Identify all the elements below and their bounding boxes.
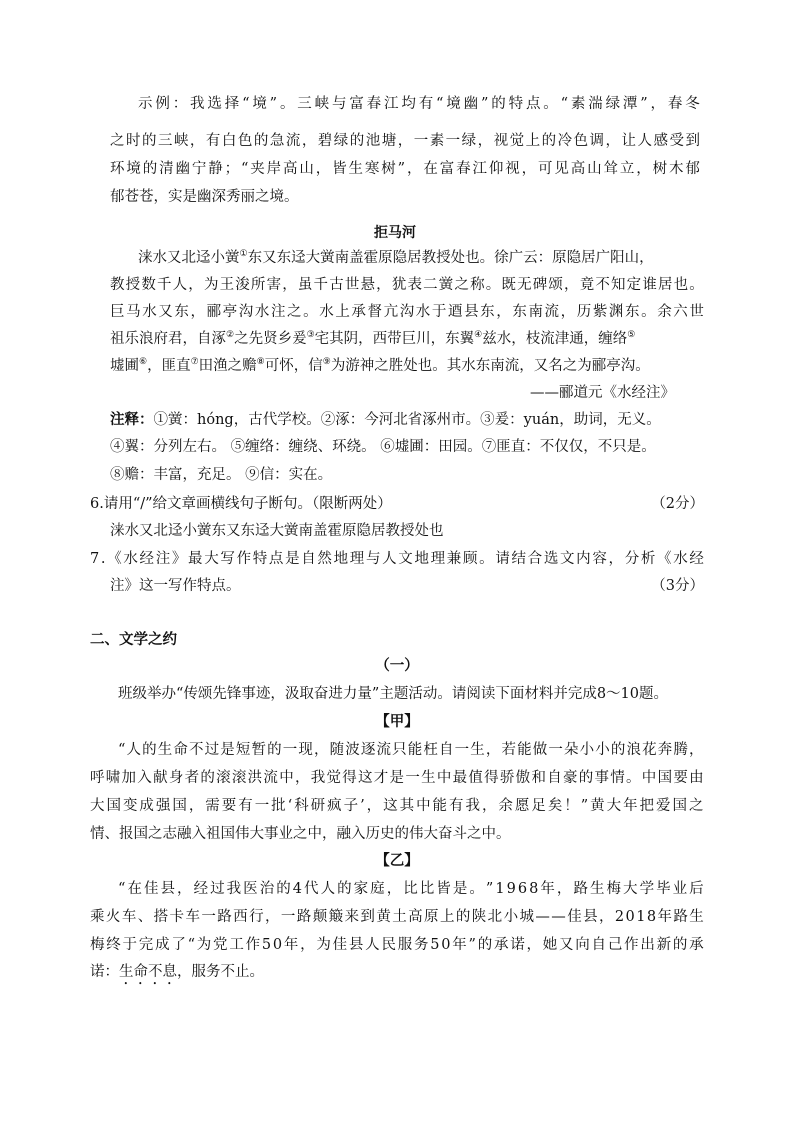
yi-line-3: 梅 终 于 完 成 了 “ 为 党 工 作 5 0 年 ， 为 佳 县 人 民 服 务 5 0 年 ” 的 承 诺 ， 她 又 向 自 己 作 出 新 的 承 bbox=[90, 937, 704, 953]
yi-line-1: “ 在 佳 县 ， 经 过 我 医 治 的 4 代 人 的 家 庭 ， 比 比 皆 是 。 ” 1 9 6 8 年 ， 路 生 梅 大 学 毕 业 后 bbox=[118, 881, 704, 897]
question-7-line-2: 注》这一写作特点。 （3分） bbox=[110, 578, 704, 594]
example-line-3: 环 境 的 清 幽 宁 静 ； “ 夹 岸 高 山 ， 皆 生 寒 树 ” ， 在 富 春 江 仰 视 ， 可 见 高 山 耸 立 ， 树 木 郁 bbox=[110, 161, 700, 177]
section-2-intro: 班级举办“传颂先锋事迹，汲取奋进力量”主题活动。请阅读下面材料并完成8～10题。 bbox=[118, 686, 668, 702]
passage-line-4: 祖乐浪府君，自涿②之先贤乡爰③宅其阴，西带巨川，东翼④兹水，枝流津通，缠络⑤ bbox=[110, 330, 636, 347]
note-ref-6: ⑥ bbox=[139, 357, 148, 368]
material-yi-label: 【乙】 bbox=[375, 853, 419, 869]
question-6-sentence: 涞水又北迳小黉东又东迳大黉南盖霍原隐居教授处也 bbox=[110, 523, 444, 539]
jia-line-3: 大 国 变 成 强 国 ， 需 要 有 一 批 ‘ 科 研 疯 子 ’ ， 这 其 中 能 有 我 ， 余 愿 足 矣 ！ ” 黄 大 年 把 爱 国 之 bbox=[90, 798, 704, 814]
material-jia-label: 【甲】 bbox=[375, 714, 419, 730]
note-ref-5: ⑤ bbox=[627, 330, 636, 341]
question-7-score: （3分） bbox=[651, 578, 704, 594]
note-ref-7: ⑦ bbox=[190, 357, 199, 368]
passage-line-2: 教 授 数 千 人 ， 为 王 浚 所 害 ， 虽 千 古 世 悬 ， 犹 表 二 黉 之 称 。 既 无 碑 颂 ， 竟 不 知 定 谁 居 也 。 bbox=[110, 277, 704, 293]
section-2-heading: 二、文学之约 bbox=[90, 632, 177, 648]
question-7-line-1: 7 . 《 水 经 注 》 最 大 写 作 特 点 是 自 然 地 理 与 人 文 地 理 兼 顾 。 请 结 合 选 文 内 容 ， 分 析 《 水 经 bbox=[90, 551, 704, 567]
notes-line-1: 注释：①黉：hóng，古代学校。②涿：今河北省涿州市。③爰：yuán，助词，无义。 bbox=[110, 412, 661, 428]
emphasized-phrase: 生命不息 bbox=[119, 964, 177, 980]
notes-line-3: ⑧赡：丰富，充足。 ⑨信：实在。 bbox=[110, 467, 333, 483]
yi-line-4: 诺：生命不息，服务不止。 bbox=[90, 964, 264, 980]
passage-line-1: 涞水又北迳小黉①东又东迳大黉南盖霍原隐居教授处也。徐广云：原隐居广阳山， bbox=[138, 249, 654, 266]
question-6: 6.请用“/”给文章画横线句子断句。（限断两处） （2分） bbox=[90, 496, 704, 512]
notes-line-2: ④翼：分列左右。 ⑤缠络：缠绕、环绕。 ⑥墟圃：田园。⑦匪直：不仅仅，不只是。 bbox=[110, 439, 656, 455]
passage-title: 拒马河 bbox=[374, 225, 416, 241]
note-ref-3: ③ bbox=[306, 330, 315, 341]
note-ref-1: ① bbox=[239, 249, 248, 260]
jia-line-2: 呼 啸 加 入 献 身 者 的 滚 滚 洪 流 中 ， 我 觉 得 这 才 是 一 生 中 最 值 得 骄 傲 和 自 豪 的 事 情 。 中 国 要 由 bbox=[90, 770, 704, 786]
example-line-2: 之 时 的 三 峡 ， 有 白 色 的 急 流 ， 碧 绿 的 池 塘 ， 一 素 一 绿 ， 视 觉 上 的 冷 色 调 ， 让 人 感 受 到 bbox=[110, 133, 700, 149]
note-ref-2: ② bbox=[226, 330, 235, 341]
notes-label: 注释： bbox=[110, 412, 154, 428]
note-ref-9: ⑨ bbox=[322, 357, 331, 368]
question-6-score: （2分） bbox=[651, 496, 704, 512]
jia-line-4: 情、报国之志融入祖国伟大事业之中，融入历史的伟大奋斗之中。 bbox=[90, 826, 511, 842]
passage-line-5: 墟圃⑥，匪直⑦田渔之赡⑧可怀，信⑨为游神之胜处也。其水东南流，又名之为郦亭沟。 bbox=[110, 357, 650, 374]
jia-line-1: “ 人 的 生 命 不 过 是 短 暂 的 一 现 ， 随 波 逐 流 只 能 枉 自 一 生 ， 若 能 做 一 朵 小 小 的 浪 花 奔 腾 ， bbox=[118, 742, 704, 758]
note-ref-8: ⑧ bbox=[256, 357, 265, 368]
passage-source: ——郦道元《水经注》 bbox=[530, 385, 675, 401]
note-ref-4: ④ bbox=[474, 330, 483, 341]
example-line-1: 示 例 ： 我 选 择 “ 境 ” 。 三 峡 与 富 春 江 均 有 “ 境 幽 ” 的 特 点 。 “ 素 湍 绿 潭 ” ， 春 冬 bbox=[138, 96, 700, 112]
part-1-heading: （一） bbox=[375, 658, 419, 674]
passage-line-3: 巨 马 水 又 东 ， 郦 亭 沟 水 注 之 。 水 上 承 督 亢 沟 水 于 逎 县 东 ， 东 南 流 ， 历 紫 渊 东 。 余 六 世 bbox=[110, 304, 704, 320]
yi-line-2: 乘 火 车 、 搭 卡 车 一 路 西 行 ， 一 路 颠 簸 来 到 黄 土 高 原 上 的 陕 北 小 城 — — 佳 县 ， 2 0 1 8 年 路 生 bbox=[90, 909, 704, 925]
example-line-4: 郁苍苍，实是幽深秀丽之境。 bbox=[110, 189, 299, 205]
